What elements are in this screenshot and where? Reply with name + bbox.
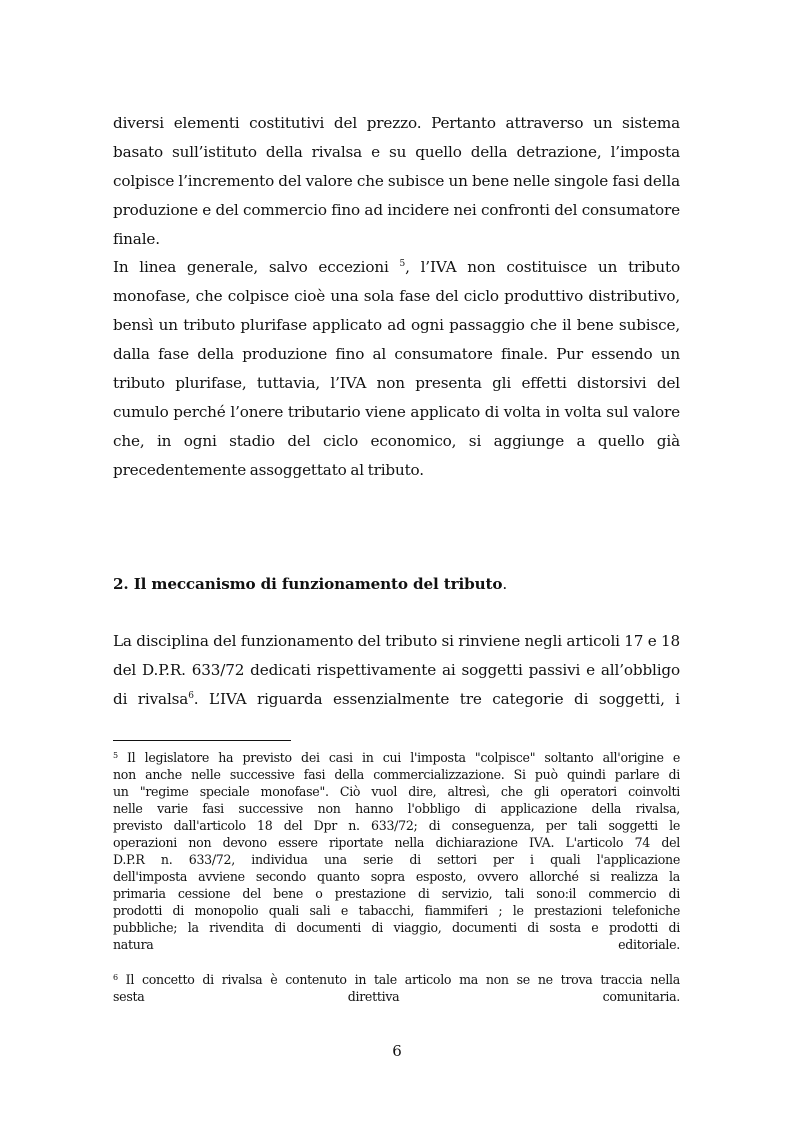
section-heading-period: .: [502, 575, 507, 593]
footnote-6-first-text: Il concetto di rivalsa è contenuto in tale articolo ma non se ne trova traccia nella: [117, 972, 680, 987]
paragraph-2-line-1: [113, 257, 680, 277]
footnote-5-line-2: non anche nelle successive fasi della commercializzazione. Si può quindi parlare di: [113, 767, 680, 782]
paragraph-3-line-3-start: di rivalsa: [113, 690, 189, 708]
paragraph-2-line-8: precedentemente assoggettato al tributo.: [113, 461, 424, 479]
footnote-ref-5[interactable]: 5: [399, 259, 406, 269]
paragraph-2-line-5: tributo plurifase, tuttavia, l’IVA non presenta gli effetti distorsivi del: [113, 374, 680, 392]
footnote-5-line-8: dell'imposta avviene secondo quanto sopra esposto, ovvero allorché si realizza la: [113, 869, 680, 884]
footnote-6-marker: 6: [113, 973, 118, 982]
footnote-5-line-6: operazioni non devono essere riportate nella dichiarazione IVA. L'articolo 74 del: [113, 835, 680, 850]
paragraph-3-line-3-end: . L’IVA riguarda essenzialmente tre categorie di soggetti, i: [193, 690, 680, 708]
footnote-5-line-7: D.P.R n. 633/72, individua una serie di settori per i quali l'applicazione: [113, 852, 680, 867]
paragraph-3-line-1: La disciplina del funzionamento del tributo si rinviene negli articoli 17 e 18: [113, 632, 680, 650]
footnote-5-line-11: pubbliche; la rivendita di documenti di viaggio, documenti di sosta e prodotti di: [113, 920, 680, 935]
footnote-6-line-1: [113, 972, 680, 988]
paragraph-1-line-5: finale.: [113, 230, 160, 248]
footnote-5-line-9: primaria cessione del bene o prestazione di servizio, tali sono:il commercio di: [113, 886, 680, 901]
footnote-ref-6[interactable]: 6: [188, 691, 194, 701]
page-number: 6: [392, 1042, 402, 1060]
paragraph-2-line-1-end: , l’IVA non costituisce un tributo: [405, 258, 680, 276]
paragraph-2-line-6: cumulo perché l’onere tributario viene applicato di volta in volta sul valore: [113, 403, 680, 421]
footnote-5-line-12: natura editoriale.: [113, 937, 680, 952]
footnote-5-line-5: previsto dall'articolo 18 del Dpr n. 633/72; di conseguenza, per tali soggetti le: [113, 818, 680, 833]
footnote-5-marker: 5: [113, 751, 118, 760]
footnote-5-first-text: Il legislatore ha previsto dei casi in cui l'imposta "colpisce" soltanto all'origine e: [117, 750, 680, 765]
footnote-5-line-10: prodotti di monopolio quali sali e tabacchi, fiammiferi ; le prestazioni telefoniche: [113, 903, 680, 918]
section-heading-text: 2. Il meccanismo di funzionamento del tributo: [113, 575, 503, 593]
paragraph-3-line-3: [113, 689, 680, 709]
section-heading: [113, 574, 507, 594]
footnote-separator: [113, 740, 291, 741]
paragraph-1-line-4: produzione e del commercio fino ad incidere nei confronti del consumatore: [113, 201, 680, 219]
paragraph-2-line-4: dalla fase della produzione fino al consumatore finale. Pur essendo un: [113, 345, 680, 363]
footnote-5-line-4: nelle varie fasi successive non hanno l'obbligo di applicazione della rivalsa,: [113, 801, 680, 816]
paragraph-1-line-3: colpisce l’incremento del valore che subisce un bene nelle singole fasi della: [113, 172, 680, 190]
paragraph-2-line-2: monofase, che colpisce cioè una sola fase del ciclo produttivo distributivo,: [113, 287, 680, 305]
paragraph-2-line-3: bensì un tributo plurifase applicato ad ogni passaggio che il bene subisce,: [113, 316, 680, 334]
footnote-5-line-3: un "regime speciale monofase". Ciò vuol dire, altresì, che gli operatori coinvolti: [113, 784, 680, 799]
footnote-5-line-1: [113, 750, 680, 766]
paragraph-2-line-7: che, in ogni stadio del ciclo economico, si aggiunge a quello già: [113, 432, 680, 450]
paragraph-1-line-1: diversi elementi costitutivi del prezzo. Pertanto attraverso un sistema: [113, 114, 680, 132]
paragraph-1-line-2: basato sull’istituto della rivalsa e su quello della detrazione, l’imposta: [113, 143, 680, 161]
footnote-6-line-2: sesta direttiva comunitaria.: [113, 989, 680, 1004]
paragraph-2-line-1-start: In linea generale, salvo eccezioni: [113, 258, 389, 276]
paragraph-3-line-2: del D.P.R. 633/72 dedicati rispettivamente ai soggetti passivi e all’obbligo: [113, 661, 680, 679]
